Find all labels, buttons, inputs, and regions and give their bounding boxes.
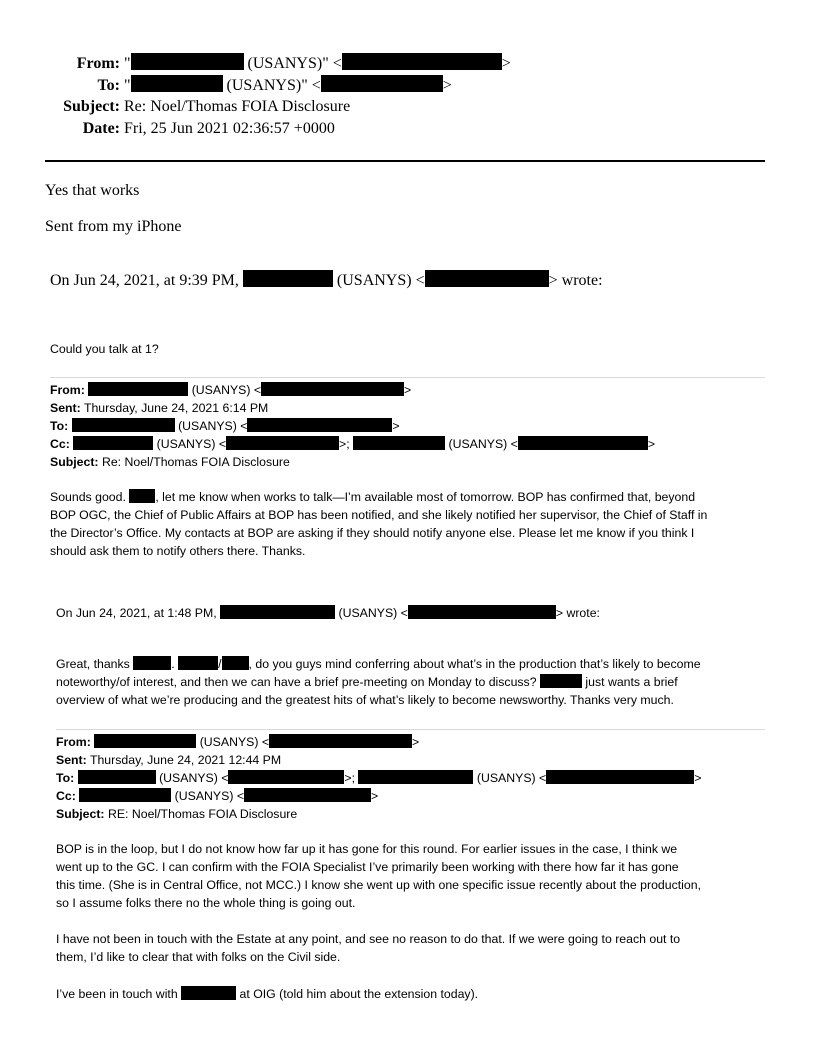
msg2-body-line: should ask them to notify others there. Thanks. [50,544,306,558]
reply-line: Yes that works [45,182,140,199]
redaction-block [269,734,412,748]
msg2-body-line: the Director’s Office. My contacts at BOP are asking if they should notify anyone else. Please let me know if you think I [50,526,695,540]
to-org: (USANYS)" < [226,77,321,94]
redaction-block [178,656,218,670]
msg3-to-sep: >; [344,771,356,785]
redaction-block [228,770,344,784]
msg3-subject-row [56,805,297,823]
quote2-body-text: noteworthy/of interest, and then we can have a brief pre-meeting on Monday to discuss? [56,675,537,689]
header-to-row [40,75,452,96]
quote2-body-text: , do you guys mind conferring about what’s in the production that’s likely to become [248,657,701,671]
redaction-block [78,770,156,784]
msg2-to-row [50,417,400,435]
msg2-cc-sep: >; [339,437,350,451]
msg3-sent-label: Sent: [56,753,87,767]
redaction-block [408,605,556,619]
redaction-block [220,605,335,619]
msg2-cc-org2: (USANYS) < [448,437,518,451]
quote1-attribution [50,270,603,290]
msg3-cc-org: (USANYS) < [174,789,245,803]
redaction-block [321,75,443,92]
msg3-to-label: To: [56,771,75,785]
msg3-body-line [56,985,478,1003]
from-quote: " [124,55,131,72]
msg3-body-line: I have not been in touch with the Estate at any point, and see no reason to do that. If we were going to reach out to [56,932,681,946]
redaction-block [244,788,371,802]
quote2-body-text: . [171,657,175,671]
date-label: Date: [82,120,120,137]
redaction-block [131,75,223,92]
msg2-subject-row [50,453,290,471]
msg3-body-line: them, I’d like to clear that with folks on the Civil side. [56,950,341,964]
to-close: > [442,77,452,94]
msg2-sent-value: Thursday, June 24, 2021 6:14 PM [83,401,269,415]
quote2-wrote: > wrote: [555,606,600,620]
quote2-body-text: Great, thanks [56,657,130,671]
msg2-subject-label: Subject: [50,455,99,469]
msg2-body-text: , let me know when works to talk—I’m available most of tomorrow. BOP has confirmed that, beyond [155,490,696,504]
msg3-to-close: > [694,771,702,785]
msg2-to-label: To: [50,419,69,433]
msg2-to-close: > [392,419,400,433]
redaction-block [222,656,249,670]
msg3-from-close: > [412,735,420,749]
msg2-body-line: BOP OGC, the Chief of Public Affairs at BOP has been notified, and she likely notified her supervisor, the Chief of Staff in [50,508,708,522]
msg3-cc-row [56,787,378,805]
redaction-block [425,270,549,287]
quote2-attribution [56,604,600,622]
redaction-block [226,436,339,450]
redaction-block [133,656,171,670]
msg2-body-line [50,488,695,506]
redaction-block [261,382,404,396]
msg2-sent-label: Sent: [50,401,81,415]
msg3-cc-close: > [371,789,379,803]
redaction-block [540,674,582,688]
msg3-body-line: so I assume folks there no the whole thing is going out. [56,896,356,910]
msg3-sent-value: Thursday, June 24, 2021 12:44 PM [89,753,282,767]
redaction-block [546,770,694,784]
redaction-block [131,53,244,70]
msg2-cc-org1: (USANYS) < [156,437,227,451]
msg3-from-row [56,733,419,751]
msg3-body-line: BOP is in the loop, but I do not know how far up it has gone for this round. For earlier issues in the case, I think we [56,842,678,856]
redaction-block [88,382,188,396]
quote2-body-text: just wants a brief [585,675,678,689]
msg3-body-line: went up to the GC. I can confirm with the FOIA Specialist I’ve primarily been working with there how far it has gone [56,860,679,874]
quote1-body: Could you talk at 1? [50,342,159,356]
msg2-to-org: (USANYS) < [178,419,248,433]
redaction-block [73,436,153,450]
subject-label: Subject: [63,98,120,115]
redaction-block [358,770,473,784]
quote2-org: (USANYS) < [338,606,408,620]
redaction-block [342,53,502,70]
msg3-subject-value: RE: Noel/Thomas FOIA Disclosure [107,807,298,821]
header-date-row [40,119,335,139]
to-label: To: [97,77,120,94]
separator-line [50,377,765,378]
msg2-subject-value: Re: Noel/Thomas FOIA Disclosure [101,455,290,469]
separator-line [56,729,765,730]
msg3-to-row [56,769,701,787]
redaction-block [94,734,196,748]
msg3-body-line: this time. (She is in Central Office, not MCC.) I know she went up with one specific issue recently about the production, [56,878,701,892]
from-org: (USANYS)" < [247,55,342,72]
msg3-from-label: From: [56,735,91,749]
msg3-to-org2: (USANYS) < [476,771,547,785]
msg3-sent-row [56,751,281,769]
redaction-block [181,986,236,1000]
date-value: Fri, 25 Jun 2021 02:36:57 +0000 [124,120,335,137]
quote1-date: On Jun 24, 2021, at 9:39 PM, [50,272,239,289]
to-quote: " [124,77,131,94]
msg2-from-label: From: [50,383,85,397]
quote1-org: (USANYS) < [336,272,425,289]
msg3-body-text: I’ve been in touch with [56,987,178,1001]
msg3-body-text: at OIG (told him about the extension today). [239,987,479,1001]
quote1-wrote: > wrote: [548,272,603,289]
quote2-body-line [56,655,701,673]
redaction-block [243,270,333,287]
msg3-to-org1: (USANYS) < [159,771,229,785]
msg2-cc-close: > [647,437,656,451]
redaction-block [79,788,171,802]
signature-line: Sent from my iPhone [45,218,182,235]
quote2-body-line [56,673,678,691]
msg2-from-close: > [404,383,412,397]
msg2-cc-row [50,435,655,453]
msg3-cc-label: Cc: [56,789,76,803]
msg3-subject-label: Subject: [56,807,105,821]
quote2-body-line: overview of what we’re producing and the greatest hits of what’s likely to become newsworthy. Thanks very much. [56,693,674,707]
from-label: From: [76,55,120,72]
header-divider [45,160,765,162]
msg2-cc-label: Cc: [50,437,70,451]
header-from-row [40,53,511,74]
redaction-block [353,436,445,450]
redaction-block [518,436,648,450]
redaction-block [247,418,392,432]
redaction-block [72,418,175,432]
from-close: > [501,55,511,72]
msg2-body-text: Sounds good. [50,490,126,504]
quote2-date: On Jun 24, 2021, at 1:48 PM, [56,606,217,620]
subject-value: Re: Noel/Thomas FOIA Disclosure [124,98,351,115]
msg2-from-org: (USANYS) < [191,383,262,397]
redaction-block [129,489,155,503]
quote2-body-text: / [218,657,222,671]
msg2-from-row [50,381,411,399]
msg2-sent-row [50,399,268,417]
header-subject-row [40,97,350,117]
msg3-from-org: (USANYS) < [199,735,270,749]
